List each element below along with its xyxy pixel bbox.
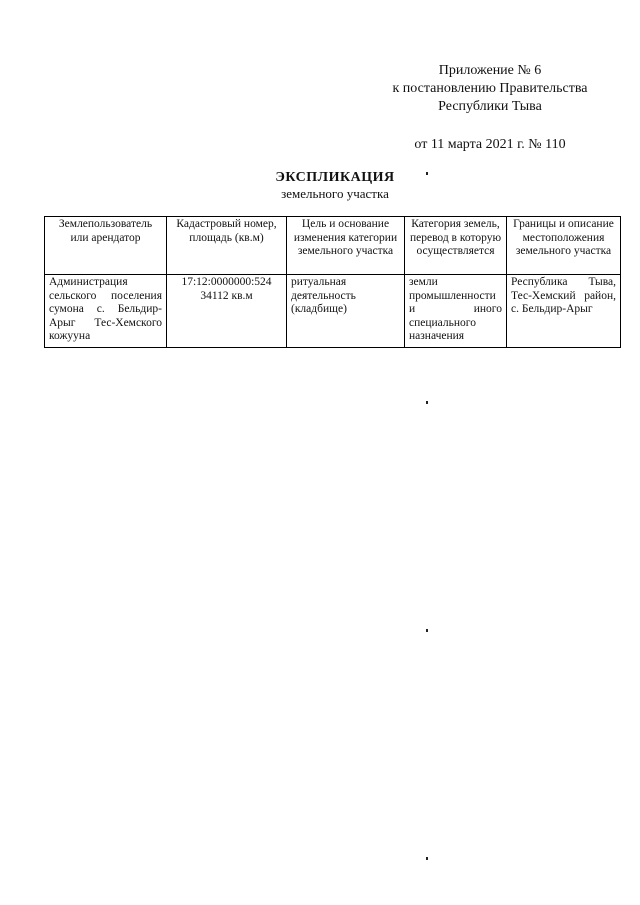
cell-borders: Республика Тыва, Тес-Хемский район, с. Бельдир-Арыг bbox=[507, 275, 621, 348]
appendix-number: Приложение № 6 bbox=[438, 63, 542, 78]
header-purpose: Цель и основание изменения категории земельного участка bbox=[287, 217, 405, 275]
appendix-republic: Республики Тыва bbox=[438, 99, 542, 114]
appendix-resolution: к постановлению Правительства bbox=[392, 81, 588, 96]
header-land-user: Землепользователь или арендатор bbox=[45, 217, 167, 275]
scan-speck bbox=[426, 857, 428, 860]
explication-table bbox=[44, 216, 621, 348]
cell-purpose: ритуальная деятельность (кладбище) bbox=[287, 275, 405, 348]
cell-cadastral-number: 17:12:0000000:524 34112 кв.м bbox=[167, 275, 287, 348]
document-title bbox=[220, 169, 450, 202]
cell-category: земли промышленности и иного специального назначения bbox=[405, 275, 507, 348]
header-category: Категория земель, перевод в которую осуществляется bbox=[405, 217, 507, 275]
appendix-date: от 11 марта 2021 г. № 110 bbox=[414, 137, 566, 152]
header-cadastral-number: Кадастровый номер, площадь (кв.м) bbox=[167, 217, 287, 275]
scan-speck bbox=[426, 401, 428, 404]
scan-speck bbox=[426, 172, 428, 175]
table-row bbox=[45, 275, 621, 348]
appendix-block bbox=[380, 62, 600, 154]
title-subtitle: земельного участка bbox=[281, 186, 389, 201]
header-borders: Границы и описание местоположения земельного участка bbox=[507, 217, 621, 275]
cell-land-user: Администрация сельского поселения сумона с. Бельдир-Арыг Тес-Хемского кожууна bbox=[45, 275, 167, 348]
title-main: ЭКСПЛИКАЦИЯ bbox=[275, 170, 395, 185]
scan-speck bbox=[426, 629, 428, 632]
table-header-row bbox=[45, 217, 621, 275]
